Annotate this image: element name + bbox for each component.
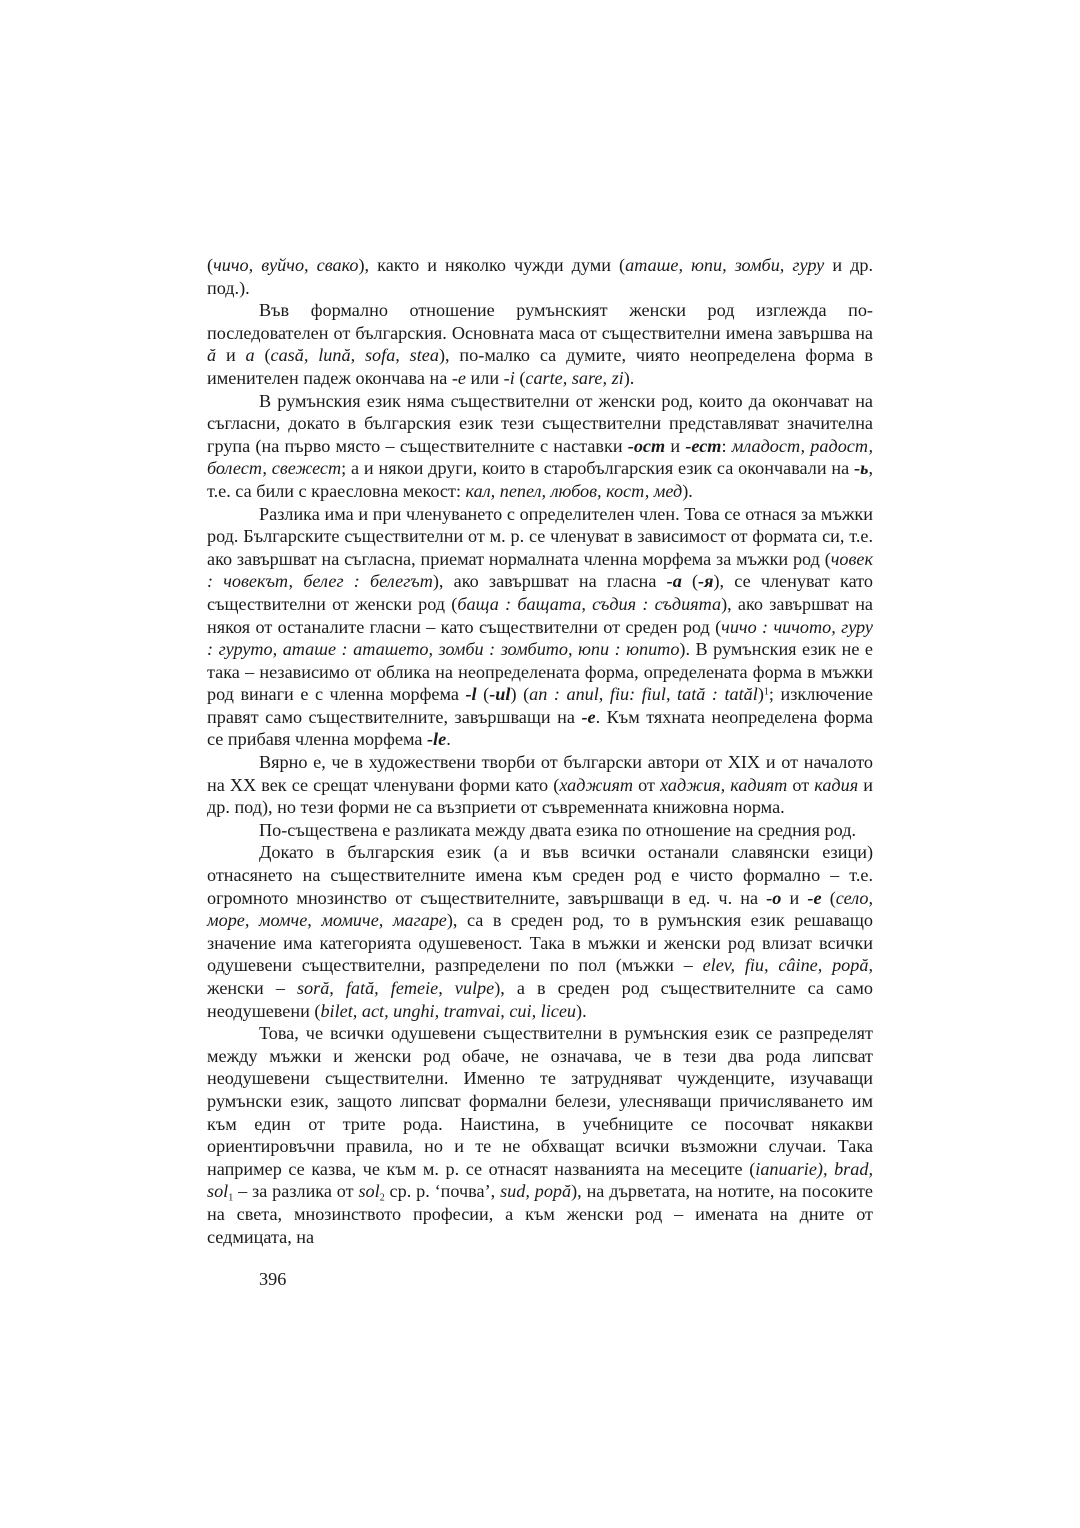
text-run: чичо : чичото, гуру : гуруто, аташе : аташето, зомби : зомбито, юпи : юпито [207, 616, 873, 660]
text-run: Във формално отношение румънският женски род изглежда по-последователен от българския. Основната маса от съществителни имена завършва на [207, 300, 873, 343]
text-run: -e [581, 706, 596, 727]
text-run: . [446, 729, 451, 750]
text-run: и [665, 435, 686, 456]
text-run: и др. под), но тези форми не са възприети от съвременната книжовна норма. [207, 774, 874, 818]
paragraph [207, 390, 873, 503]
paragraph [207, 299, 873, 389]
text-run: -о [766, 887, 782, 908]
text-run: ), са в среден род, то в румънския език решаващо значение има категорията одушевеност. Така в мъжки и женски род влизат всички одушевени съществителни, разпределени по пол (мъжки – [207, 910, 873, 976]
page-body [207, 254, 873, 1248]
text-run: -ост [627, 435, 666, 456]
text-run: -ест [685, 435, 722, 456]
text-run: -i [503, 367, 515, 388]
text-run: ), по-малко са думите, чиято неопределена форма в именителен падеж окончава на [207, 345, 873, 388]
text-run: младост, радост, болест, свежест [207, 435, 873, 479]
subscript-index: 2 [379, 1192, 385, 1204]
text-run: човек : човекът, белег : белегът [207, 548, 873, 592]
text-run: -e [451, 367, 466, 388]
text-run: ) [757, 684, 764, 705]
text-run: bilet, act, unghi, tramvai, cui, liceu [320, 1000, 577, 1021]
text-run: casă, lună, sofa, stea [270, 345, 439, 366]
text-run: -ь [854, 458, 869, 479]
paragraph [207, 1022, 873, 1248]
text-run: баща : бащата, съдия : съдията [457, 593, 722, 614]
text-run: ). [576, 1000, 587, 1021]
text-run: ) ( [510, 684, 530, 705]
text-run: an : anul, fiu: fiul, tată : tatăl [529, 684, 758, 705]
text-run: , т.е. са били с краесловна мекост: [207, 458, 873, 501]
text-run: хаджия, кадият [660, 774, 788, 795]
text-run: Разлика има и при членуването с определителен член. Това се отнася за мъжки род. Българските съществителни от м. р. се членуват в зависимост от формата си, т.е. ако завършват на съгласна, приемат нормалната членна морфема за мъжки род ( [207, 503, 873, 569]
paragraph [207, 254, 873, 299]
text-run: ( [476, 684, 490, 705]
text-run: и [781, 887, 808, 908]
text-run: кадия [814, 774, 859, 795]
text-run: ; изключение правят само съществителните, завършващи на [207, 684, 873, 727]
text-run: -l [465, 684, 477, 705]
text-run: carte, sare, zi [525, 367, 624, 388]
text-run: -я [698, 571, 714, 592]
text-run: sol [358, 1181, 380, 1202]
text-run: -le [427, 729, 447, 750]
text-run: ), ако завършват на гласна [432, 571, 667, 592]
paragraph [207, 819, 873, 842]
text-run: . Към тяхната неопределена форма се прибавя членна морфема [207, 706, 873, 750]
text-run: от [633, 774, 661, 795]
text-run: ). [623, 367, 635, 388]
text-run: В румънския език няма съществителни от женски род, които да окончават на съгласни, докато в българския език тези съществителни представляват значителна група (на първо място – съществителните с наставки [207, 390, 873, 456]
text-run: кал, пепел, любов, кост, мед [465, 480, 683, 501]
text-run: и др. под.). [207, 255, 874, 298]
text-run: : [721, 435, 732, 456]
text-run: ă [207, 345, 217, 366]
text-run: хаджият [559, 774, 634, 795]
text-run: ), на дърветата, на нотите, на посоките на света, мнозинството професии, а към женски род – имената на дните от седмицата, на [207, 1181, 874, 1247]
text-run: soră, fată, femeie, vulpe [296, 978, 495, 998]
text-run: – за разлика от [233, 1181, 359, 1202]
text-run: ), ако завършват на някоя от останалите гласни – като съществителни от среден род ( [207, 593, 874, 637]
text-run: elev, fiu, câine, popă, [702, 955, 873, 976]
paragraph [207, 503, 873, 752]
text-run: a [245, 345, 255, 366]
text-run: ), а в среден род съществителните са само неодушевени ( [207, 978, 873, 1021]
text-run: ). [682, 480, 693, 501]
text-run: ср. р. ‘почва’, [384, 1181, 501, 1202]
text-run: или [466, 367, 504, 388]
text-run: -а [666, 571, 682, 592]
subscript-index: 1 [228, 1192, 234, 1204]
footnote-marker: 1 [763, 686, 769, 698]
text-run: от [787, 774, 815, 795]
paragraph [207, 751, 873, 819]
text-run: ( [681, 571, 699, 592]
text-run: чичо, вуйчо, свако [213, 255, 359, 275]
text-run: село, море, момче, момиче, магаре [207, 887, 873, 931]
text-run: По-съществена е разликата между двата езика по отношение на средния род. [259, 819, 856, 840]
text-run: Докато в българския език (а и във всички останали славянски езици) отнасянето на съществителните имена към среден род е чисто формално – т.е. огромното мнозинство от съществителните, завършващи в ед. ч. на [207, 842, 873, 908]
text-run: аташе, юпи, зомби, гуру [625, 255, 825, 275]
text-run: -ul [489, 684, 511, 705]
text-run: ), както и няколко чужди думи ( [358, 255, 626, 275]
text-run: Това, че всички одушевени съществителни в румънския език се разпределят между мъжки и женски род обаче, не означава, че в тези два рода липсват неодушевени съществителни. Именно те затрудняват чужденците, изучаващи румънски език, защото липсват формални белези, улесняващи причисляването им към един от трите рода. Наистина, в учебниците се посочват някакви ориентировъчни правила, но и те не обхващат всички възможни случаи. Така например се казва, че към м. р. се отнасят названията на месеците ( [207, 1023, 873, 1179]
text-run: женски – [207, 978, 297, 998]
text-run: sud, popă [500, 1181, 572, 1202]
text-run: ianuarie), brad, sol [207, 1158, 873, 1202]
text-run: Вярно е, че в художествени творби от български автори от XIX и от началото на XX век се срещат членувани форми като ( [207, 752, 873, 795]
text-run: -е [807, 887, 822, 908]
text-run: ( [254, 345, 271, 366]
text-run: ( [514, 367, 526, 388]
text-run: ( [821, 887, 836, 908]
text-run: ), се членуват като съществителни от женски род ( [207, 571, 873, 614]
text-run: ; а и някои други, които в старобългарския език са окончавали на [341, 458, 855, 479]
text-run: и [216, 345, 246, 366]
text-run: ( [207, 255, 214, 275]
text-run: ). В румънския език не е така – независимо от облика на неопределената форма, определената форма в мъжки род винаги е с членна морфема [207, 639, 873, 705]
paragraph [207, 841, 873, 1022]
page-number: 396 [259, 1269, 287, 1289]
